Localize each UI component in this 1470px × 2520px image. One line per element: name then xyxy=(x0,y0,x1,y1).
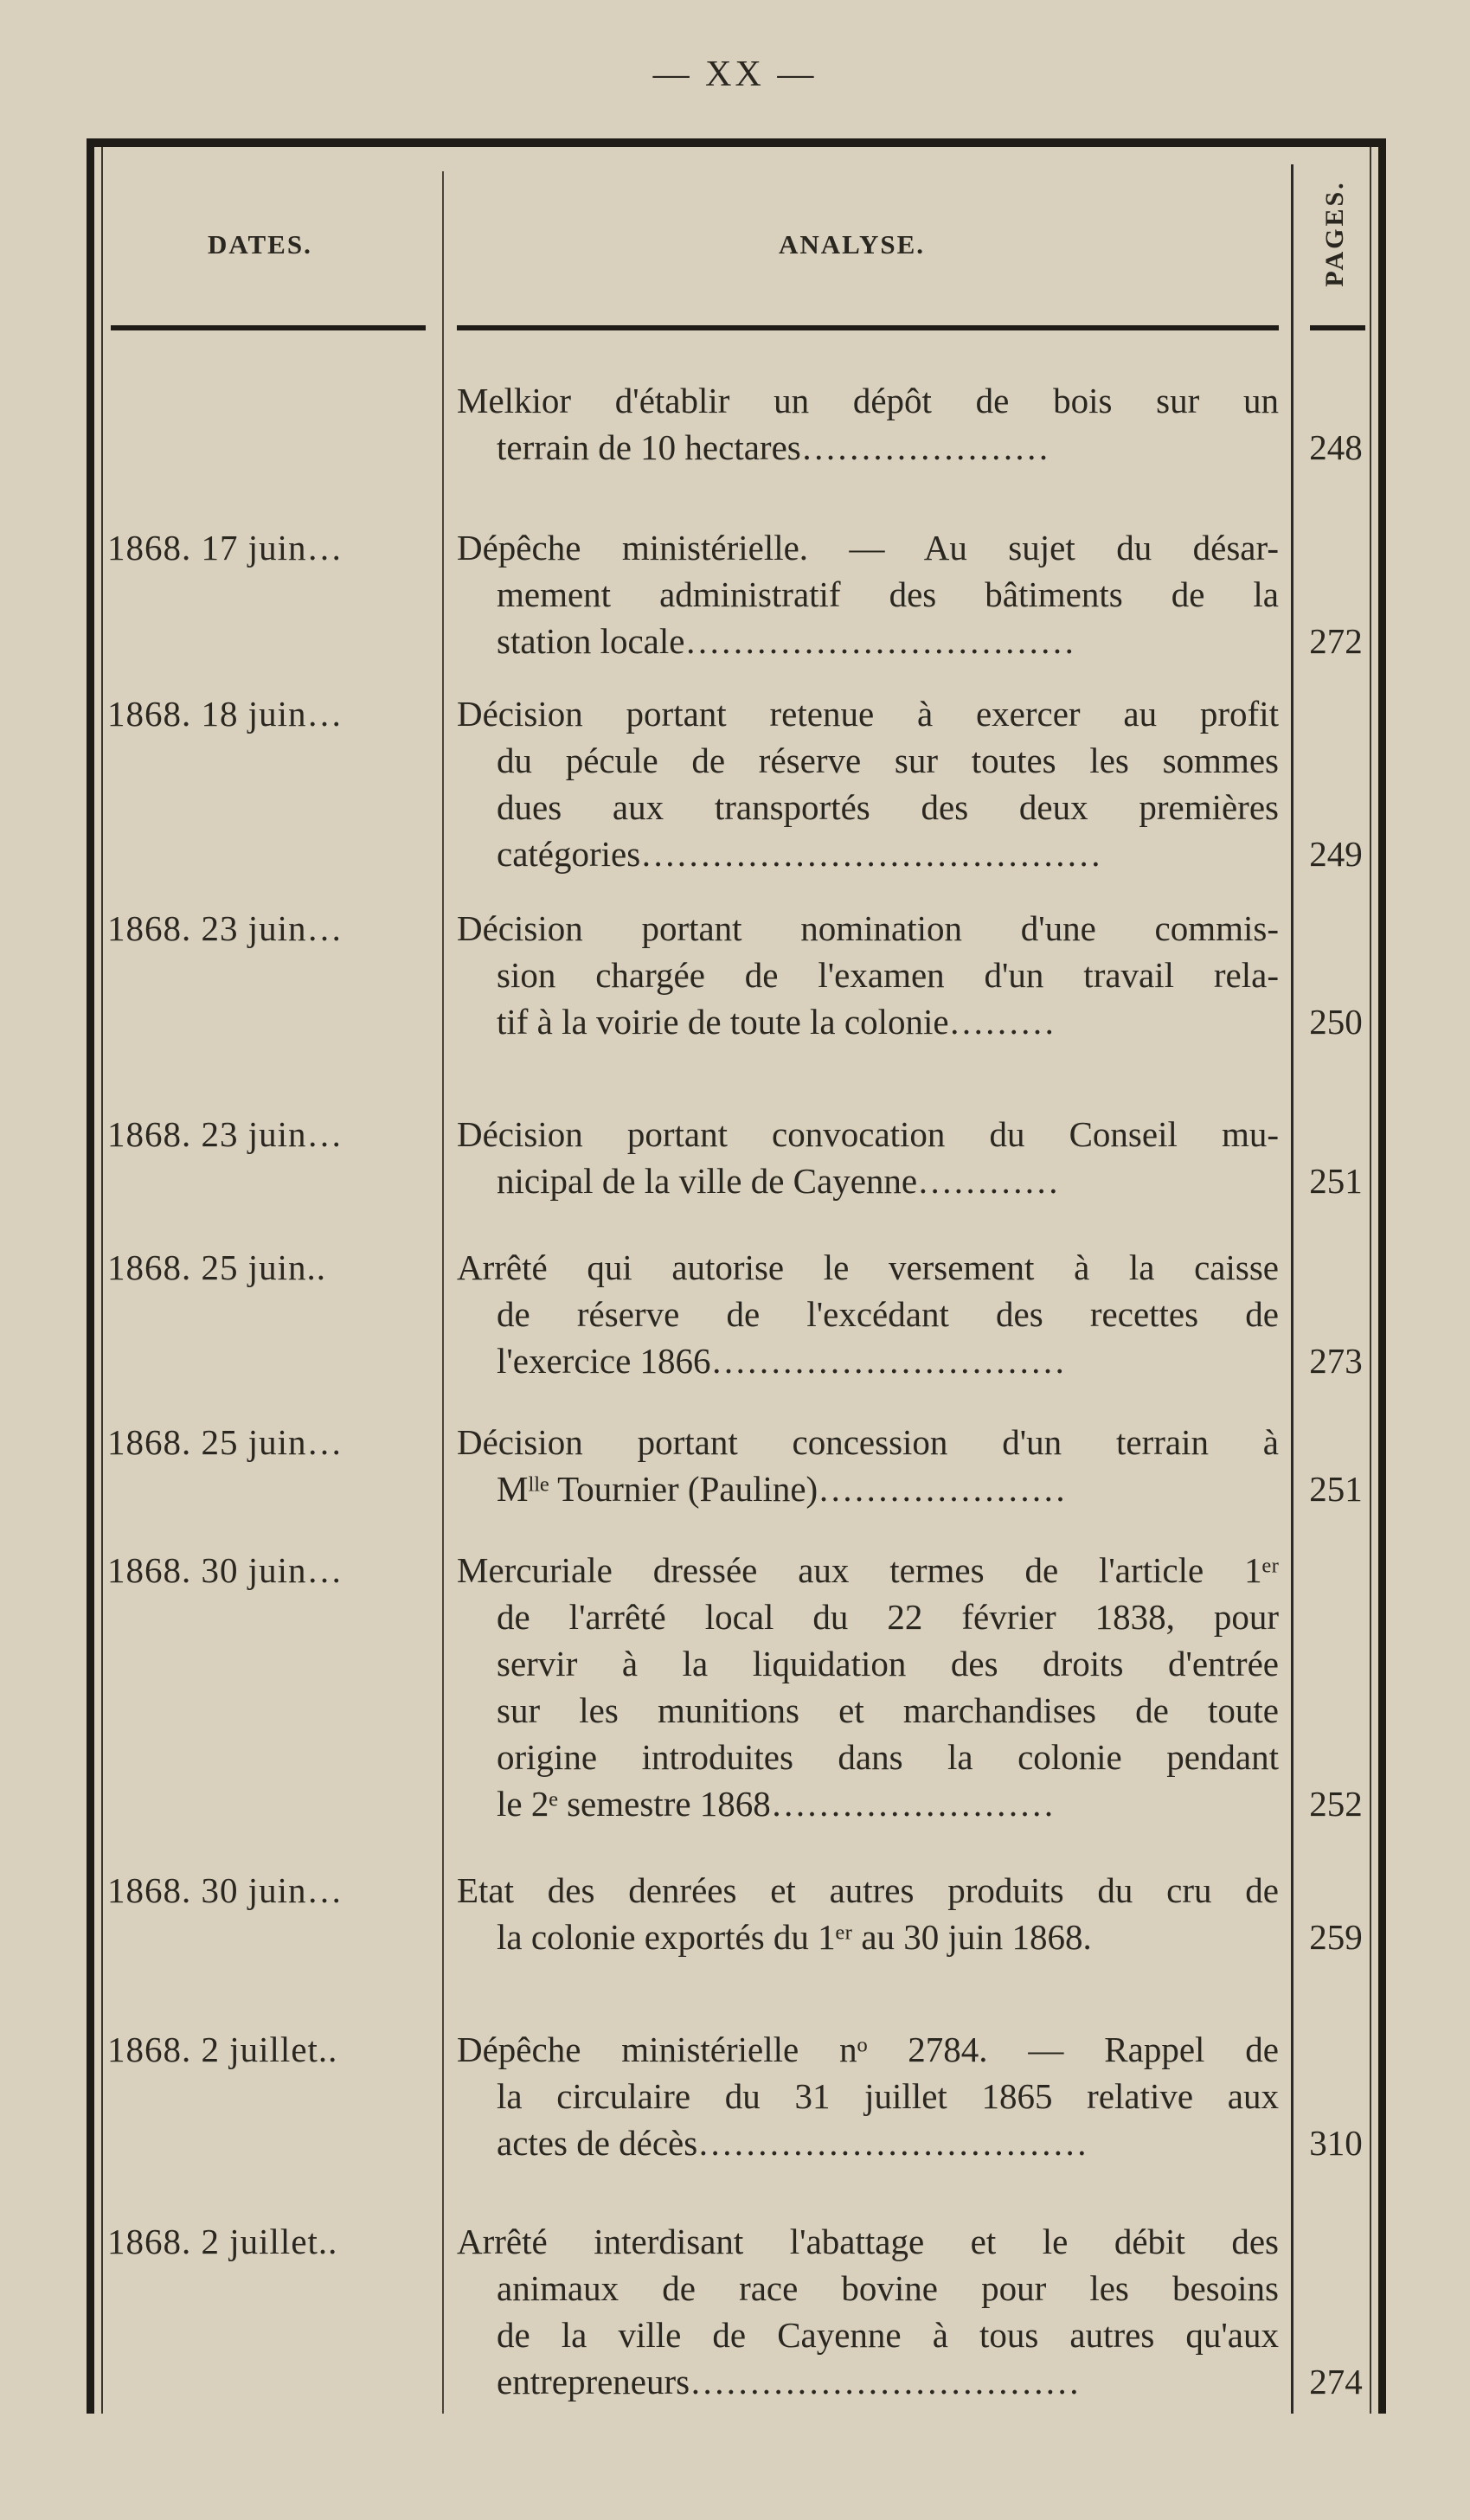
entry-analysis-line: Melkior d'établir un dépôt de bois sur un xyxy=(457,381,1279,420)
entry-analysis-line: la circulaire du 31 juillet 1865 relative aux xyxy=(497,2076,1279,2116)
header-rule-analyse xyxy=(457,325,1279,330)
header-rule-dates xyxy=(111,325,426,330)
entry-date: 1868. 30 juin… xyxy=(107,1870,343,1910)
entry-analysis-line: animaux de race bovine pour les besoins xyxy=(497,2268,1279,2308)
table-left-border xyxy=(87,138,94,2414)
entry-analysis-line: de réserve de l'excédant des recettes de xyxy=(497,1294,1279,1334)
header-rule-pages xyxy=(1310,325,1365,330)
entry-analysis xyxy=(457,1111,1279,1204)
entry-analysis-line: du pécule de réserve sur toutes les sommes xyxy=(497,741,1279,780)
entry-page-number: 251 xyxy=(1309,1469,1363,1509)
entry-date: 1868. 2 juillet.. xyxy=(107,2222,338,2261)
entry-date: 1868. 23 juin… xyxy=(107,1114,343,1154)
entry-page-number: 250 xyxy=(1309,1002,1363,1042)
entry-analysis-line: entrepreneurs…………………………… xyxy=(497,2362,1081,2401)
table-left-inner-border xyxy=(101,147,103,2414)
entry-analysis-line: l'exercice 1866………………………… xyxy=(497,1341,1066,1381)
entry-page-number: 273 xyxy=(1309,1341,1363,1381)
entry-analysis xyxy=(457,377,1279,471)
entry-analysis-line: dues aux transportés des deux premières xyxy=(497,787,1279,827)
table-right-inner-border xyxy=(1370,147,1371,2414)
entry-page-number: 251 xyxy=(1309,1161,1363,1201)
entry-analysis-line: Décision portant concession d'un terrain à xyxy=(457,1422,1279,1462)
entry-analysis-line: catégories………………………………… xyxy=(497,834,1102,874)
entry-analysis-line: Mercuriale dressée aux termes de l'article 1ᵉʳ xyxy=(457,1550,1279,1590)
entry-date: 1868. 23 juin… xyxy=(107,908,343,948)
entry-page-number: 248 xyxy=(1309,427,1363,467)
entry-page-number: 259 xyxy=(1309,1917,1363,1957)
table-right-border xyxy=(1378,138,1386,2414)
entry-analysis xyxy=(457,1419,1279,1512)
header-pages xyxy=(1313,173,1357,294)
entry-page-number: 249 xyxy=(1309,834,1363,874)
entry-analysis-line: Décision portant retenue à exercer au profit xyxy=(457,694,1279,734)
entry-analysis-line: Dépêche ministérielle. — Au sujet du désar- xyxy=(457,528,1279,567)
entry-analysis-line: le 2ᵉ semestre 1868…………………… xyxy=(497,1784,1055,1824)
entry-date: 1868. 17 juin… xyxy=(107,528,343,567)
entry-analysis-line: Etat des denrées et autres produits du cru de xyxy=(457,1870,1279,1910)
entry-analysis-line: tif à la voirie de toute la colonie……… xyxy=(497,1002,1056,1042)
entry-analysis-line: nicipal de la ville de Cayenne………… xyxy=(497,1161,1060,1201)
entry-analysis-line: actes de décès…………………………… xyxy=(497,2123,1088,2163)
entry-analysis xyxy=(457,690,1279,877)
entry-analysis-line: Mˡˡᵉ Tournier (Pauline)………………… xyxy=(497,1469,1067,1509)
entry-analysis-line: sur les munitions et marchandises de toute xyxy=(497,1690,1279,1730)
entry-analysis-line: Dépêche ministérielle nᵒ 2784. — Rappel de xyxy=(457,2029,1279,2069)
header-pages-label: PAGES. xyxy=(1320,180,1349,287)
entry-analysis xyxy=(457,524,1279,664)
entry-analysis-line: servir à la liquidation des droits d'entrée xyxy=(497,1644,1279,1683)
entry-analysis xyxy=(457,1867,1279,1960)
table-top-rule xyxy=(87,138,1386,147)
page-number: — XX — xyxy=(652,55,818,94)
entry-analysis-line: la colonie exportés du 1ᵉʳ au 30 juin 1868. xyxy=(497,1917,1092,1957)
entry-analysis-line: origine introduites dans la colonie pendant xyxy=(497,1737,1279,1777)
pages-column-separator xyxy=(1291,164,1293,2414)
entry-analysis-line: de l'arrêté local du 22 février 1838, pour xyxy=(497,1597,1279,1637)
entry-analysis xyxy=(457,1244,1279,1384)
header-analyse: ANALYSE. xyxy=(779,229,926,260)
entry-analysis-line: terrain de 10 hectares………………… xyxy=(497,427,1050,467)
entry-date: 1868. 30 juin… xyxy=(107,1550,343,1590)
entry-page-number: 252 xyxy=(1309,1784,1363,1824)
entry-analysis xyxy=(457,2026,1279,2166)
entry-analysis xyxy=(457,905,1279,1045)
index-table xyxy=(87,138,1386,2414)
entry-analysis-line: Arrêté qui autorise le versement à la caisse xyxy=(457,1247,1279,1287)
entry-date: 1868. 2 juillet.. xyxy=(107,2029,338,2069)
entry-page-number: 274 xyxy=(1309,2362,1363,2401)
entry-analysis-line: mement administratif des bâtiments de la xyxy=(497,574,1279,614)
entry-date: 1868. 18 juin… xyxy=(107,694,343,734)
entry-analysis-line: station locale…………………………… xyxy=(497,621,1075,661)
header-dates: DATES. xyxy=(208,229,312,260)
entry-analysis-line: de la ville de Cayenne à tous autres qu'aux xyxy=(497,2315,1279,2355)
entry-analysis-line: Décision portant nomination d'une commis- xyxy=(457,908,1279,948)
dates-column-separator xyxy=(442,171,444,2414)
entry-date: 1868. 25 juin… xyxy=(107,1422,343,1462)
entry-analysis-line: sion chargée de l'examen d'un travail rela- xyxy=(497,955,1279,995)
entry-analysis-line: Décision portant convocation du Conseil mu- xyxy=(457,1114,1279,1154)
entry-page-number: 310 xyxy=(1309,2123,1363,2163)
entry-analysis-line: Arrêté interdisant l'abattage et le débit des xyxy=(457,2222,1279,2261)
entry-date: 1868. 25 juin.. xyxy=(107,1247,327,1287)
entry-page-number: 272 xyxy=(1309,621,1363,661)
entry-analysis xyxy=(457,1547,1279,1827)
entry-analysis xyxy=(457,2218,1279,2405)
